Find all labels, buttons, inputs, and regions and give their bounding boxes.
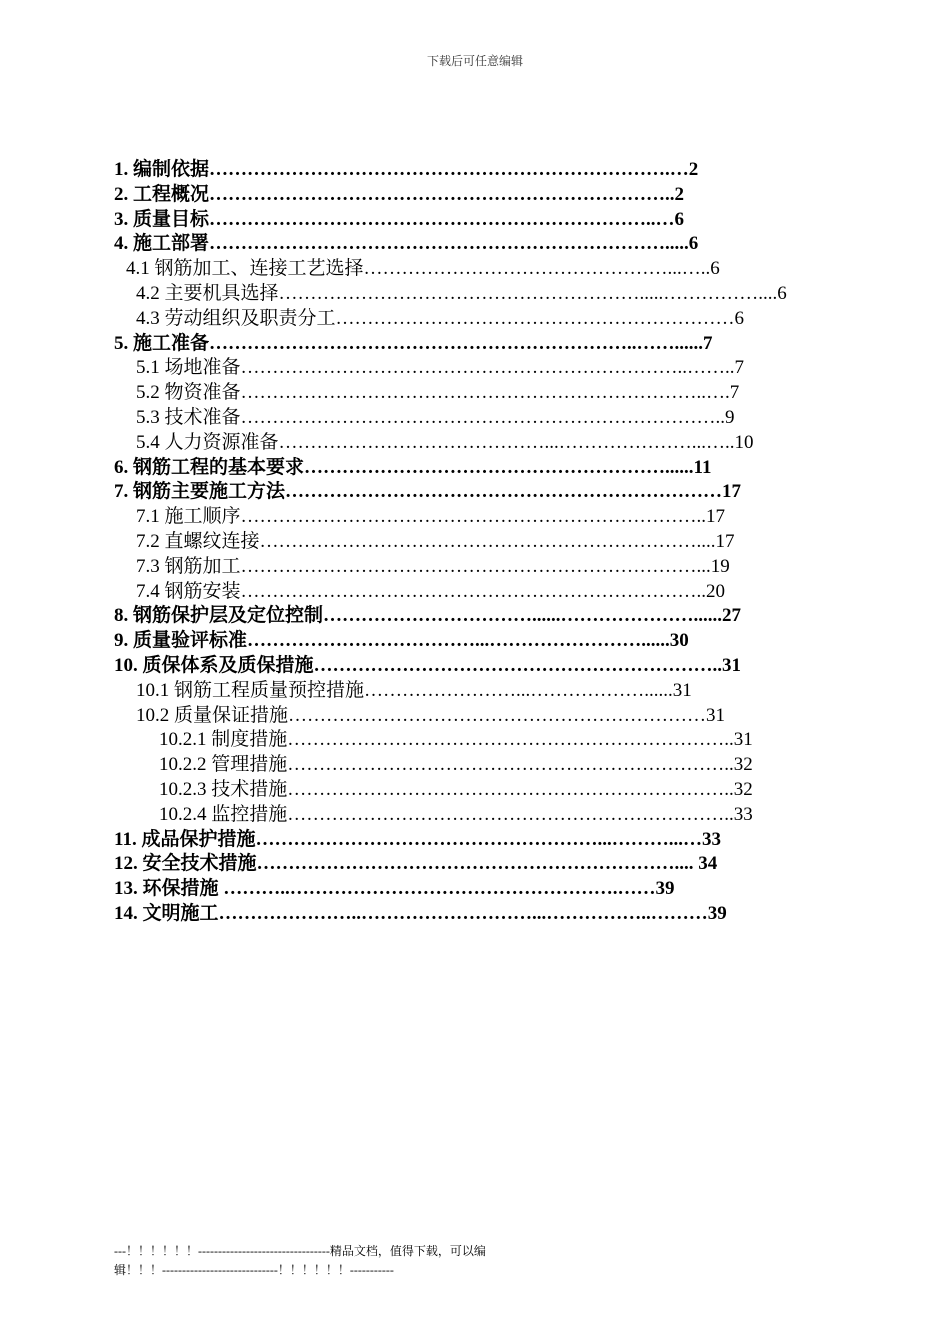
toc-entry[interactable]: 10. 质保体系及质保措施………………………………………………………..31: [114, 654, 742, 676]
toc-entry[interactable]: 10.2.4 监控措施……………………………………………………………..33: [159, 803, 753, 825]
toc-entry[interactable]: 5.3 技术准备…………………………………………………………………..9: [136, 406, 735, 428]
toc-entry[interactable]: 11. 成品保护措施………………………………………………...………...…33: [114, 828, 721, 850]
toc-entry[interactable]: 5.1 场地准备……………………………………………………………..……..7: [136, 357, 745, 379]
footer-line-2: 辑！！！-----------------------------！！！！！！-----------: [114, 1263, 394, 1277]
toc-entry[interactable]: 14. 文明施工…………………..………………………...……………..………39: [114, 902, 727, 924]
toc-entry[interactable]: 10.2.3 技术措施……………………………………………………………..32: [159, 778, 753, 800]
toc-entry[interactable]: 9. 质量验评标准………………………………...……………………......30: [114, 630, 689, 652]
toc-entry[interactable]: 4.1 钢筋加工、连接工艺选择…………………………………………...…..6: [126, 258, 720, 280]
toc-entry[interactable]: 1. 编制依据……………………………………………………………….…2: [114, 159, 699, 180]
toc-entry[interactable]: 2. 工程概况………………………………………………………………..2: [114, 183, 685, 205]
toc-entry[interactable]: 5. 施工准备…………………………………………………………..……......7: [114, 332, 713, 354]
toc-entry[interactable]: 13. 环保措施 ………..…………………………………………….……39: [114, 878, 675, 900]
toc-entry[interactable]: 7. 钢筋主要施工方法……………………………………………………………17: [114, 481, 742, 503]
page-footer: [114, 1242, 574, 1280]
toc-entry[interactable]: 4. 施工部署……………………………………………………………….....6: [114, 233, 699, 255]
toc-entry[interactable]: 12. 安全技术措施………………………………………………………….... 34: [114, 853, 718, 875]
toc-entry[interactable]: 5.4 人力资源准备……………………………………...…………………...…..10: [136, 431, 754, 453]
toc-entry[interactable]: 3. 质量目标……………………………………………………………..…6: [114, 208, 685, 230]
table-of-contents: [114, 158, 834, 927]
footer-line-1: ---！！！！！！---------------------------------精品文档，值得下载，可以编: [114, 1244, 486, 1258]
page-header: 下载后可任意编辑: [426, 54, 523, 68]
toc-entry[interactable]: 7.4 钢筋安装………………………………………………………………..20: [136, 580, 726, 602]
toc-entry[interactable]: 8. 钢筋保护层及定位控制……………………………......…………………......27: [114, 605, 742, 627]
toc-entry[interactable]: 10.2.1 制度措施……………………………………………………………..31: [159, 729, 753, 751]
toc-entry[interactable]: 10.2 质量保证措施…………………………………………………………31: [136, 704, 726, 726]
toc-entry[interactable]: 5.2 物资准备………………………………………………………………..….7: [136, 382, 740, 404]
toc-entry[interactable]: 4.2 主要机具选择………………………………………………….....……………....6: [136, 282, 787, 304]
toc-entry[interactable]: 7.2 直螺纹连接……………………………………………………………....17: [136, 530, 735, 552]
toc-entry[interactable]: 4.3 劳动组织及职责分工………………………………………………………6: [136, 307, 745, 329]
toc-entry[interactable]: 10.2.2 管理措施……………………………………………………………..32: [159, 754, 753, 776]
toc-entry[interactable]: 10.1 钢筋工程质量预控措施……………………...………………......31: [136, 679, 692, 701]
toc-entry[interactable]: 7.1 施工顺序………………………………………………………………..17: [136, 506, 726, 528]
toc-entry[interactable]: 7.3 钢筋加工………………………………………………………………...19: [136, 555, 730, 577]
toc-entry[interactable]: 6. 钢筋工程的基本要求…………………………………………………......11: [114, 456, 712, 478]
